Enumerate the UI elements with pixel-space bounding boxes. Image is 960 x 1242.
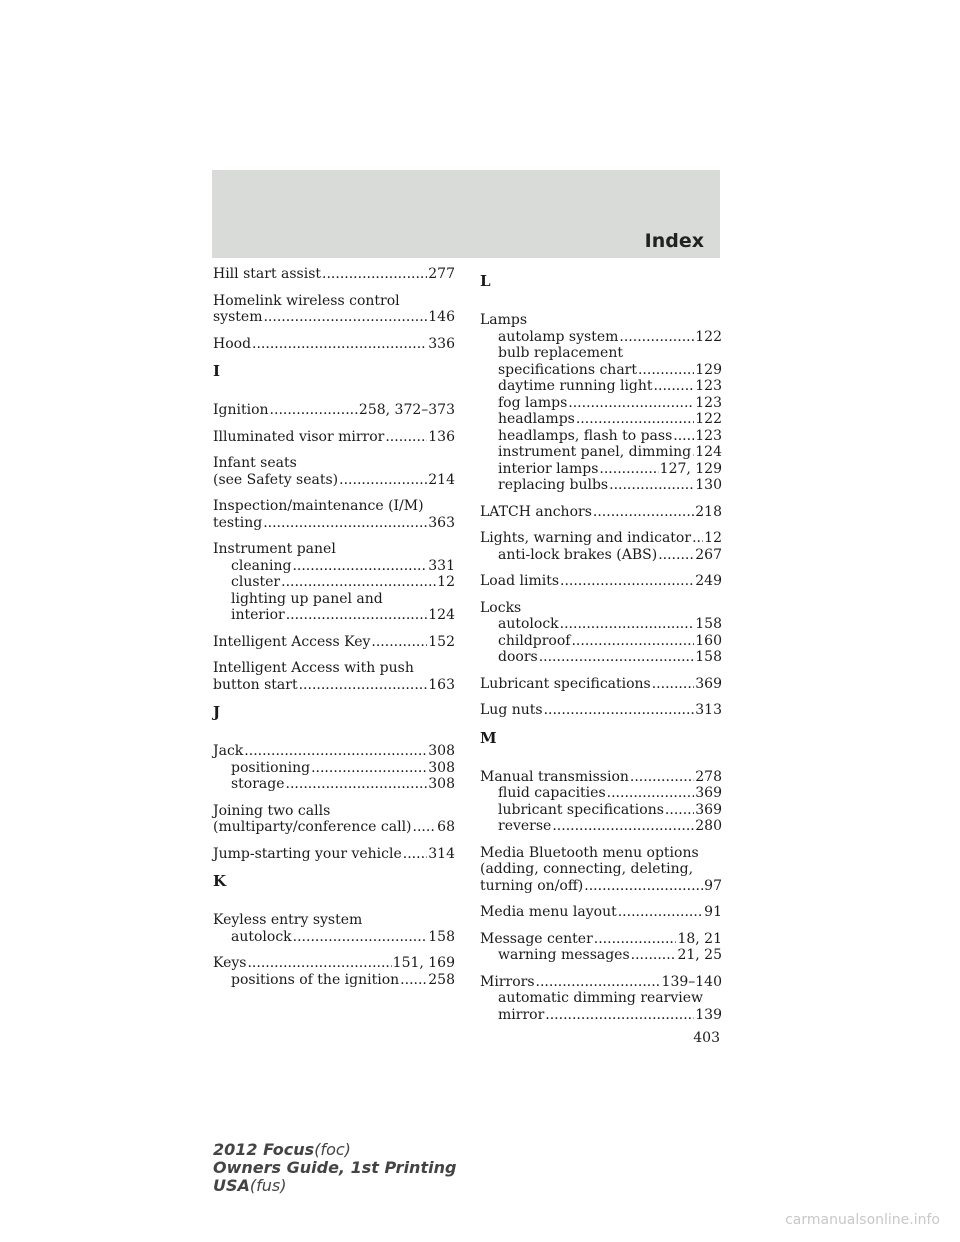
entry-page-ref: 258, 372–373 bbox=[358, 402, 455, 418]
dot-leader bbox=[658, 547, 694, 564]
index-subentry-line bbox=[480, 785, 722, 802]
index-entry-line bbox=[480, 600, 722, 617]
dot-leader bbox=[594, 931, 677, 948]
index-entry bbox=[213, 912, 455, 945]
footer-market-code: (fus) bbox=[249, 1176, 287, 1195]
entry-page-ref: 313 bbox=[695, 702, 722, 718]
index-entry-line bbox=[480, 530, 722, 547]
entry-page-ref: 97 bbox=[704, 877, 722, 894]
index-entry-line bbox=[480, 312, 722, 329]
index-entry bbox=[213, 266, 455, 283]
index-column-left bbox=[213, 266, 455, 998]
footer-printing: Owners Guide, 1st Printing bbox=[213, 1158, 457, 1177]
dot-leader bbox=[536, 974, 661, 991]
section-title: Index bbox=[644, 230, 704, 252]
page-number: 403 bbox=[693, 1030, 720, 1046]
entry-page-ref: 136 bbox=[428, 428, 455, 445]
entry-term: positioning bbox=[231, 759, 311, 776]
index-entry-line bbox=[480, 676, 722, 693]
index-entry-line bbox=[213, 660, 455, 677]
dot-leader bbox=[299, 677, 428, 694]
entry-term: Media menu layout bbox=[480, 904, 617, 920]
index-subentry-line bbox=[480, 990, 722, 1007]
index-subentry-line bbox=[213, 929, 455, 946]
dot-leader bbox=[413, 819, 437, 836]
entry-page-ref: 158 bbox=[428, 928, 455, 945]
entry-page-ref: 129 bbox=[695, 361, 722, 378]
entry-term: turning on/off) bbox=[480, 877, 584, 894]
entry-page-ref: 163 bbox=[428, 676, 455, 693]
entry-term: Ignition bbox=[213, 402, 269, 418]
entry-term: LATCH anchors bbox=[480, 503, 592, 520]
index-subentry-line bbox=[480, 395, 722, 412]
entry-term: Instrument panel bbox=[213, 541, 336, 557]
index-entry-line bbox=[480, 878, 722, 895]
entry-term: Lights, warning and indicator bbox=[480, 530, 692, 546]
index-subentry-line bbox=[480, 818, 722, 835]
dot-leader bbox=[339, 472, 427, 489]
footer-market: USA bbox=[213, 1176, 250, 1195]
dot-leader bbox=[552, 818, 694, 835]
entry-term: Intelligent Access Key bbox=[213, 633, 371, 650]
index-subentry-line bbox=[480, 633, 722, 650]
index-entry bbox=[213, 846, 455, 863]
footer-model-code: (foc) bbox=[314, 1140, 351, 1159]
entry-term: Hood bbox=[213, 335, 252, 352]
dot-leader bbox=[403, 846, 427, 863]
dot-leader bbox=[631, 947, 677, 964]
index-subentry-line bbox=[480, 329, 722, 346]
index-subentry-line bbox=[213, 591, 455, 608]
watermark-text: carmanualsonline.info bbox=[785, 1212, 940, 1228]
dot-leader bbox=[673, 428, 694, 445]
entry-page-ref: 314 bbox=[428, 845, 455, 862]
index-entry bbox=[480, 573, 722, 590]
dot-leader bbox=[654, 378, 695, 395]
index-column-right bbox=[480, 266, 722, 1033]
index-entry bbox=[213, 803, 455, 836]
dot-leader bbox=[252, 336, 427, 353]
index-subentry-line bbox=[480, 378, 722, 395]
dot-leader bbox=[286, 607, 428, 624]
index-entry bbox=[480, 931, 722, 964]
entry-term: bulb replacement bbox=[498, 345, 623, 361]
entry-page-ref: 139 bbox=[695, 1006, 722, 1023]
dot-leader bbox=[544, 702, 695, 719]
index-subentry-line bbox=[480, 547, 722, 564]
entry-term: Manual transmission bbox=[480, 768, 629, 785]
dot-leader bbox=[607, 785, 695, 802]
index-subentry-line bbox=[480, 444, 722, 461]
entry-term: Inspection/maintenance (I/M) bbox=[213, 498, 424, 514]
entry-page-ref: 12 bbox=[437, 574, 455, 590]
dot-leader bbox=[292, 558, 427, 575]
dot-leader bbox=[618, 904, 703, 921]
entry-term: Lamps bbox=[480, 312, 528, 328]
index-subentry-line bbox=[480, 411, 722, 428]
entry-term: Jump-starting your vehicle bbox=[213, 845, 402, 862]
index-entry-line bbox=[213, 541, 455, 558]
index-entry bbox=[213, 634, 455, 651]
entry-page-ref: 130 bbox=[695, 477, 722, 493]
entry-page-ref: 139–140 bbox=[661, 973, 722, 990]
dot-leader bbox=[281, 574, 436, 591]
dot-leader bbox=[539, 649, 695, 666]
index-entry-line bbox=[480, 931, 722, 948]
index-letter-heading: J bbox=[213, 703, 221, 721]
index-entry bbox=[480, 904, 722, 921]
dot-leader bbox=[385, 429, 427, 446]
index-entry bbox=[213, 498, 455, 531]
entry-page-ref: 146 bbox=[428, 309, 455, 325]
entry-term: Illuminated visor mirror bbox=[213, 428, 385, 445]
index-entry-line bbox=[213, 498, 455, 515]
index-entry bbox=[213, 455, 455, 488]
entry-term: lighting up panel and bbox=[231, 590, 383, 607]
index-subentry-line bbox=[480, 947, 722, 964]
entry-term: storage bbox=[231, 776, 285, 792]
index-entry-line bbox=[213, 846, 455, 863]
index-entry-line bbox=[213, 912, 455, 929]
dot-leader bbox=[247, 955, 391, 972]
index-entry-line bbox=[213, 429, 455, 446]
index-entry-line bbox=[213, 455, 455, 472]
header-band bbox=[212, 170, 720, 258]
entry-term: interior lamps bbox=[498, 460, 599, 477]
index-letter-heading: M bbox=[480, 728, 497, 747]
entry-term: (multiparty/conference call) bbox=[213, 819, 412, 835]
entry-page-ref: 308 bbox=[428, 743, 455, 759]
dot-leader bbox=[270, 402, 358, 419]
dot-leader bbox=[568, 395, 694, 412]
entry-page-ref: 308 bbox=[428, 759, 455, 776]
entry-term: Locks bbox=[480, 599, 522, 616]
index-entry-line bbox=[213, 515, 455, 532]
footer-model: 2012 Focus bbox=[213, 1140, 315, 1159]
entry-page-ref: 151, 169 bbox=[392, 955, 455, 971]
entry-page-ref: 160 bbox=[695, 632, 722, 649]
entry-term: testing bbox=[213, 514, 263, 531]
entry-term: Intelligent Access with push bbox=[213, 660, 414, 676]
entry-term: cluster bbox=[231, 574, 281, 590]
footer-edition-info bbox=[213, 1141, 456, 1195]
index-entry bbox=[213, 955, 455, 988]
entry-term: Load limits bbox=[480, 573, 560, 589]
dot-leader bbox=[692, 530, 703, 547]
entry-term: childproof bbox=[498, 632, 571, 649]
index-entry-line bbox=[480, 504, 722, 521]
entry-page-ref: 369 bbox=[695, 785, 722, 801]
index-entry-line bbox=[213, 293, 455, 310]
entry-term: Hill start assist bbox=[213, 266, 322, 282]
index-entry bbox=[480, 845, 722, 895]
entry-page-ref: 280 bbox=[695, 818, 722, 834]
entry-term: headlamps, flash to pass bbox=[498, 427, 673, 444]
entry-page-ref: 336 bbox=[428, 335, 455, 352]
entry-term: autolock bbox=[498, 616, 559, 632]
entry-term: Keys bbox=[213, 955, 247, 971]
index-entry-line bbox=[213, 472, 455, 489]
entry-page-ref: 91 bbox=[704, 904, 722, 920]
entry-term: interior bbox=[231, 607, 285, 623]
index-entry bbox=[480, 504, 722, 521]
index-entry-line bbox=[213, 336, 455, 353]
dot-leader bbox=[619, 329, 694, 346]
entry-page-ref: 122 bbox=[695, 328, 722, 345]
index-subentry-line bbox=[480, 428, 722, 445]
entry-page-ref: 277 bbox=[428, 266, 455, 282]
dot-leader bbox=[560, 616, 695, 633]
entry-term: cleaning bbox=[231, 557, 292, 574]
entry-term: lubricant specifications bbox=[498, 801, 664, 818]
entry-page-ref: 124 bbox=[428, 607, 455, 623]
entry-term: instrument panel, dimming bbox=[498, 444, 692, 460]
entry-page-ref: 127, 129 bbox=[659, 460, 722, 477]
entry-term: Jack bbox=[213, 743, 244, 759]
entry-term: fog lamps bbox=[498, 394, 568, 411]
dot-leader bbox=[652, 676, 695, 693]
entry-page-ref: 363 bbox=[428, 514, 455, 531]
entry-page-ref: 278 bbox=[695, 768, 722, 785]
index-entry-line bbox=[213, 803, 455, 820]
index-subentry-line bbox=[213, 776, 455, 793]
index-subentry-line bbox=[480, 802, 722, 819]
index-subentry-line bbox=[480, 345, 722, 362]
entry-term: warning messages bbox=[498, 947, 630, 963]
entry-term: Keyless entry system bbox=[213, 912, 363, 928]
index-subentry-line bbox=[480, 477, 722, 494]
index-letter-heading: I bbox=[213, 362, 221, 380]
index-entry-line bbox=[213, 634, 455, 651]
dot-leader bbox=[244, 743, 427, 760]
entry-term: automatic dimming rearview bbox=[498, 990, 704, 1006]
index-entry bbox=[213, 293, 455, 326]
entry-page-ref: 123 bbox=[695, 378, 722, 394]
index-entry bbox=[213, 429, 455, 446]
index-entry bbox=[213, 743, 455, 793]
index-entry bbox=[480, 312, 722, 494]
dot-leader bbox=[371, 634, 427, 651]
index-subentry-line bbox=[480, 1007, 722, 1024]
entry-page-ref: 369 bbox=[695, 801, 722, 818]
index-letter-heading: L bbox=[480, 272, 491, 290]
dot-leader bbox=[286, 776, 428, 793]
entry-page-ref: 123 bbox=[695, 394, 722, 411]
entry-term: Infant seats bbox=[213, 455, 297, 471]
index-entry-line bbox=[480, 573, 722, 590]
dot-leader bbox=[263, 309, 427, 326]
entry-page-ref: 68 bbox=[437, 819, 455, 835]
entry-term: Mirrors bbox=[480, 973, 535, 990]
entry-term: Media Bluetooth menu options bbox=[480, 844, 699, 861]
entry-page-ref: 158 bbox=[695, 616, 722, 632]
entry-term: specifications chart bbox=[498, 361, 637, 378]
entry-term: Homelink wireless control bbox=[213, 292, 400, 309]
index-entry bbox=[213, 541, 455, 624]
entry-term: mirror bbox=[498, 1006, 545, 1023]
dot-leader bbox=[293, 929, 428, 946]
dot-leader bbox=[630, 769, 694, 786]
dot-leader bbox=[545, 1007, 694, 1024]
entry-page-ref: 123 bbox=[695, 427, 722, 444]
index-letter-heading: K bbox=[213, 872, 227, 890]
index-entry bbox=[213, 336, 455, 353]
entry-term: autolamp system bbox=[498, 328, 619, 345]
dot-leader bbox=[599, 461, 658, 478]
index-entry bbox=[480, 530, 722, 563]
index-entry-line bbox=[213, 402, 455, 419]
dot-leader bbox=[400, 972, 427, 989]
index-subentry-line bbox=[480, 461, 722, 478]
index-entry bbox=[213, 660, 455, 693]
entry-page-ref: 12 bbox=[704, 530, 722, 546]
entry-term: button start bbox=[213, 676, 298, 693]
entry-term: system bbox=[213, 309, 263, 325]
entry-page-ref: 369 bbox=[695, 675, 722, 692]
entry-term: daytime running light bbox=[498, 378, 653, 394]
dot-leader bbox=[571, 633, 694, 650]
dot-leader bbox=[609, 477, 694, 494]
entry-page-ref: 258 bbox=[428, 971, 455, 988]
entry-term: (see Safety seats) bbox=[213, 471, 339, 488]
index-entry bbox=[480, 600, 722, 666]
index-entry-line bbox=[480, 769, 722, 786]
entry-page-ref: 249 bbox=[695, 573, 722, 589]
index-subentry-line bbox=[480, 362, 722, 379]
index-entry-line bbox=[480, 845, 722, 862]
entry-page-ref: 21, 25 bbox=[677, 947, 722, 963]
index-subentry-line bbox=[213, 574, 455, 591]
index-entry-line bbox=[213, 743, 455, 760]
entry-term: headlamps bbox=[498, 411, 575, 427]
index-entry bbox=[213, 402, 455, 419]
entry-term: reverse bbox=[498, 818, 552, 834]
index-entry bbox=[480, 974, 722, 1024]
entry-page-ref: 331 bbox=[428, 557, 455, 574]
dot-leader bbox=[322, 266, 427, 283]
dot-leader bbox=[692, 444, 694, 461]
index-subentry-line bbox=[213, 607, 455, 624]
entry-term: Joining two calls bbox=[213, 802, 331, 819]
entry-page-ref: 267 bbox=[695, 546, 722, 563]
entry-term: (adding, connecting, deleting, bbox=[480, 861, 694, 877]
dot-leader bbox=[638, 362, 694, 379]
index-entry bbox=[480, 676, 722, 693]
entry-term: positions of the ignition bbox=[231, 971, 400, 988]
index-entry-line bbox=[480, 904, 722, 921]
entry-term: Lubricant specifications bbox=[480, 675, 651, 692]
index-entry-line bbox=[213, 819, 455, 836]
dot-leader bbox=[576, 411, 694, 428]
entry-term: doors bbox=[498, 649, 538, 665]
entry-term: autolock bbox=[231, 928, 292, 945]
entry-term: fluid capacities bbox=[498, 785, 606, 801]
index-subentry-line bbox=[213, 760, 455, 777]
index-subentry-line bbox=[213, 558, 455, 575]
index-entry-line bbox=[213, 677, 455, 694]
index-entry-line bbox=[213, 309, 455, 326]
index-entry-line bbox=[480, 861, 722, 878]
dot-leader bbox=[584, 878, 703, 895]
entry-term: Message center bbox=[480, 930, 593, 947]
dot-leader bbox=[311, 760, 427, 777]
index-entry bbox=[480, 769, 722, 835]
entry-page-ref: 218 bbox=[695, 503, 722, 520]
dot-leader bbox=[560, 573, 694, 590]
index-subentry-line bbox=[480, 616, 722, 633]
dot-leader bbox=[263, 515, 427, 532]
index-entry-line bbox=[480, 974, 722, 991]
dot-leader bbox=[665, 802, 694, 819]
entry-page-ref: 124 bbox=[695, 444, 722, 460]
entry-page-ref: 308 bbox=[428, 776, 455, 792]
index-subentry-line bbox=[213, 972, 455, 989]
entry-page-ref: 214 bbox=[428, 471, 455, 488]
entry-page-ref: 122 bbox=[695, 411, 722, 427]
entry-term: anti-lock brakes (ABS) bbox=[498, 546, 658, 563]
index-entry-line bbox=[213, 955, 455, 972]
entry-page-ref: 158 bbox=[695, 649, 722, 665]
entry-term: replacing bulbs bbox=[498, 477, 609, 493]
entry-page-ref: 152 bbox=[428, 633, 455, 650]
index-subentry-line bbox=[480, 649, 722, 666]
index-entry-line bbox=[213, 266, 455, 283]
dot-leader bbox=[593, 504, 694, 521]
entry-page-ref: 18, 21 bbox=[677, 930, 722, 947]
index-entry-line bbox=[480, 702, 722, 719]
index-entry bbox=[480, 702, 722, 719]
entry-term: Lug nuts bbox=[480, 702, 543, 718]
